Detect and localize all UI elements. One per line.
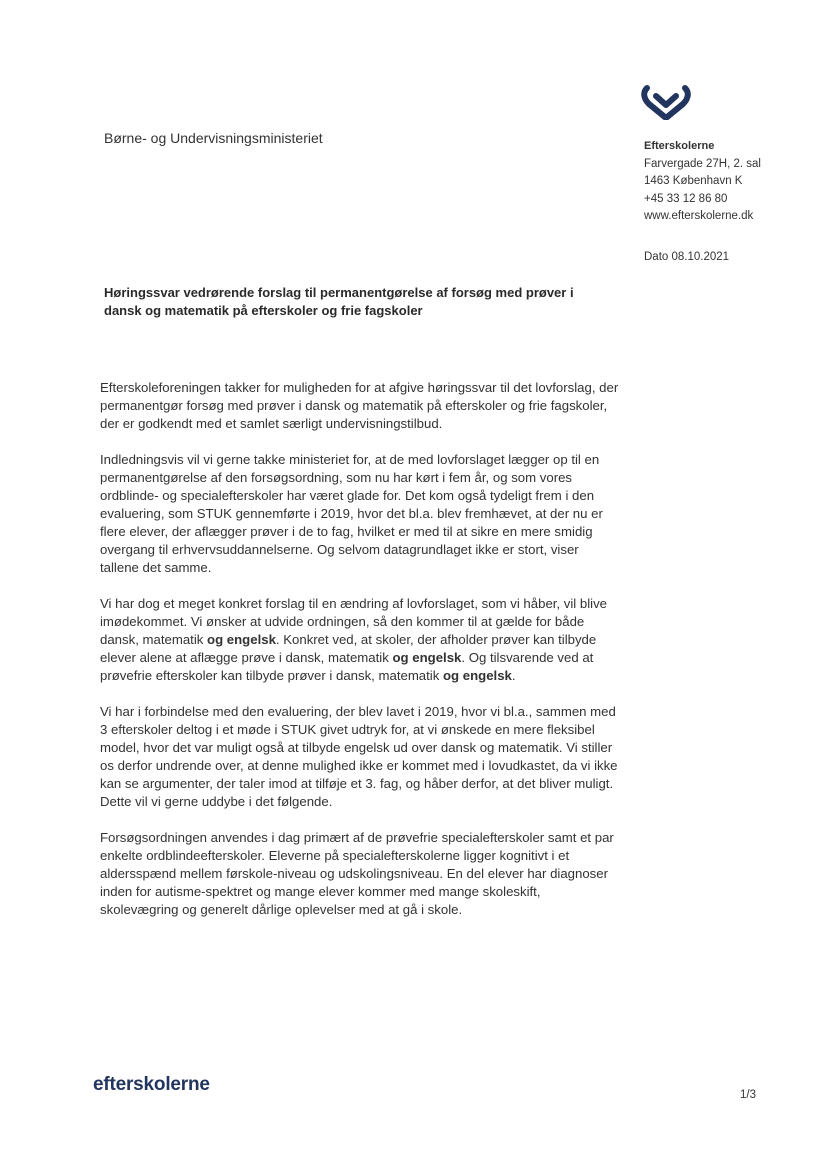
letter-subject: Høringssvar vedrørende forslag til permanentgørelse af forsøg med prøver i dansk og matematik på efterskoler og frie fagskoler [104,285,574,318]
paragraph-5: Forsøgsordningen anvendes i dag primært af de prøvefrie specialefterskoler samt et par enkelte ordblindeefterskoler. Eleverne på specialefterskolerne ligger kognitivt i et aldersspænd mellem førskole-niveau og udskolingsniveau. En del elever har diagnoser inden for autisme-spektret og mange elever kommer med mange skoleskift, skolevægring og generelt dårlige oplevelser med at gå i skole. [100,830,614,917]
sender-address-line-2: 1463 København K [644,175,743,187]
paragraph-3-text-1: Vi har dog et meget konkret forslag til en ændring af lovforslaget, som vi håber, vil blive imødekommet. Vi ønsker at udvide ordningen, så den kommer til at gælde for både dansk, matematik [100,596,608,647]
sender-block [644,138,761,226]
sender-website: www.efterskolerne.dk [644,210,754,222]
paragraph-1: Efterskoleforeningen takker for muligheden for at afgive høringssvar til det lovforslag, der permanentgør forsøg med prøver i dansk og matematik på efterskoler og frie fagskoler, der er godkendt med et samlet særligt undervisningstilbud. [100,380,619,431]
paragraph-3-text-2: . Konkret ved, at skoler, der afholder prøver kan tilbyde elever alene at aflægge prøve i dansk, matematik [100,632,597,665]
letter-date: Dato 08.10.2021 [644,251,730,263]
sender-phone: +45 33 12 86 80 [644,192,728,205]
sender-org: Efterskolerne [644,140,715,152]
emphasis-engelsk-2: og engelsk [392,650,462,665]
heart-check-logo-icon [641,84,691,120]
paragraph-3-text-3: . Og tilsvarende ved at prøvefrie efterskoler kan tilbyde prøver i dansk, matematik [100,650,594,683]
emphasis-engelsk-1: og engelsk [207,632,276,647]
paragraph-2: Indledningsvis vil vi gerne takke ministeriet for, at de med lovforslaget lægger op til en permanentgørelse af den forsøgsordning, som nu har kørt i fem år, og som vores ordblinde- og specialefterskoler har været glade for. Det kom også tydeligt frem i den evaluering, som STUK gennemførte i 2019, hvor det bl.a. blev fremhævet, at der nu er flere elever, der aflægger prøver i de to fag, hvilket er med til at sikre en mere smidig overgang til erhvervsuddannelserne. Og selvom datagrundlaget ikke er stort, viser tallene det samme. [100,452,603,575]
paragraph-3 [100,595,620,685]
recipient: Børne- og Undervisningsministeriet [104,130,323,146]
paragraph-3-text-4: . [511,668,516,683]
footer-logo: efterskolerne [93,1074,210,1095]
paragraph-4: Vi har i forbindelse med den evaluering, der blev lavet i 2019, hvor vi bl.a., sammen med 3 efterskoler deltog i et møde i STUK givet udtryk for, at vi ønskede en mere fleksibel model, hvor det var muligt også at tilbyde engelsk ud over dansk og matematik. Vi stiller os derfor undrende over, at denne mulighed ikke er kommet med i lovudkastet, da vi ikke kan se argumenter, der taler imod at tilføje et 3. fag, og håber derfor, at det bliver muligt. Dette vil vi gerne uddybe i det følgende. [100,704,618,809]
sender-address-line-1: Farvergade 27H, 2. sal [644,157,761,170]
emphasis-engelsk-3: og engelsk [443,668,512,683]
page-number: 1/3 [740,1089,756,1101]
letter-body [100,379,620,937]
